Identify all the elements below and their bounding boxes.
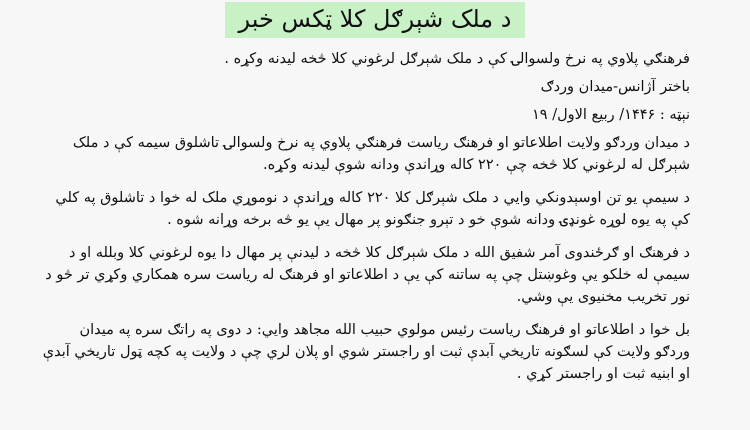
- article-date: نېټه : ۱۴۴۶/ ربیع الاول/ ۱۹: [532, 107, 690, 123]
- article-body: [0, 42, 750, 385]
- article-paragraph: د میدان وردګو ولایت اطلاعاتو او فرهنګ ریاست فرهنګي پلاوي په نرخ ولسوالۍ تاشلوق سیمه کې د ملک شېرګل له لرغوني کلا څخه چې ۲۲۰ کاله وړاندې ودانه شوې لیدنه وکړه.: [72, 135, 690, 173]
- article-paragraph: د سیمې یو تن اوسېدونکي وایي د ملک شېرګل کلا ۲۲۰ کاله وړاندې د نوموړي ملک له خوا د تاشلوق په کلي کې په یوه لوړه غونډۍ ودانه شوې خو د تېرو جنګونو پر مهال یې یو څه برخه وړانه شوه .: [55, 190, 690, 228]
- article-source: باختر آژانس-میدان وردګ: [540, 79, 690, 95]
- article-paragraph: بل خوا د اطلاعاتو او فرهنګ ریاست رئیس مولوي حبیب الله مجاهد وایي: د دوی په راتګ سره په میدان وردګو ولایت کې لسګونه تاریخي آبدې ثبت او راجستر شوي او پلان لري چې د ولایت په کچه ټول تاریخي آبدې او ابنیه ثبت او راجستر کړي .: [42, 322, 690, 382]
- article-lead: فرهنګي پلاوي په نرخ ولسوالۍ کې د ملک شېرګل لرغوني کلا څخه لیدنه وکړه .: [224, 51, 690, 67]
- article-paragraph: د فرهنګ او ګرځندوی آمر شفیق الله د ملک شېرګل کلا څخه د لیدنې پر مهال دا یوه لرغوني کلا وبلله او د سیمې له خلکو یې وغوښتل چې په ساتنه کې یې د اطلاعاتو او فرهنګ له ریاست سره همکاري وکړي تر څو د نور تخریب مخنیوی یې وشي.: [45, 245, 690, 305]
- article-title: د ملک شېرګل کلا ټکس خبر: [225, 2, 526, 38]
- title-wrap: [0, 0, 750, 42]
